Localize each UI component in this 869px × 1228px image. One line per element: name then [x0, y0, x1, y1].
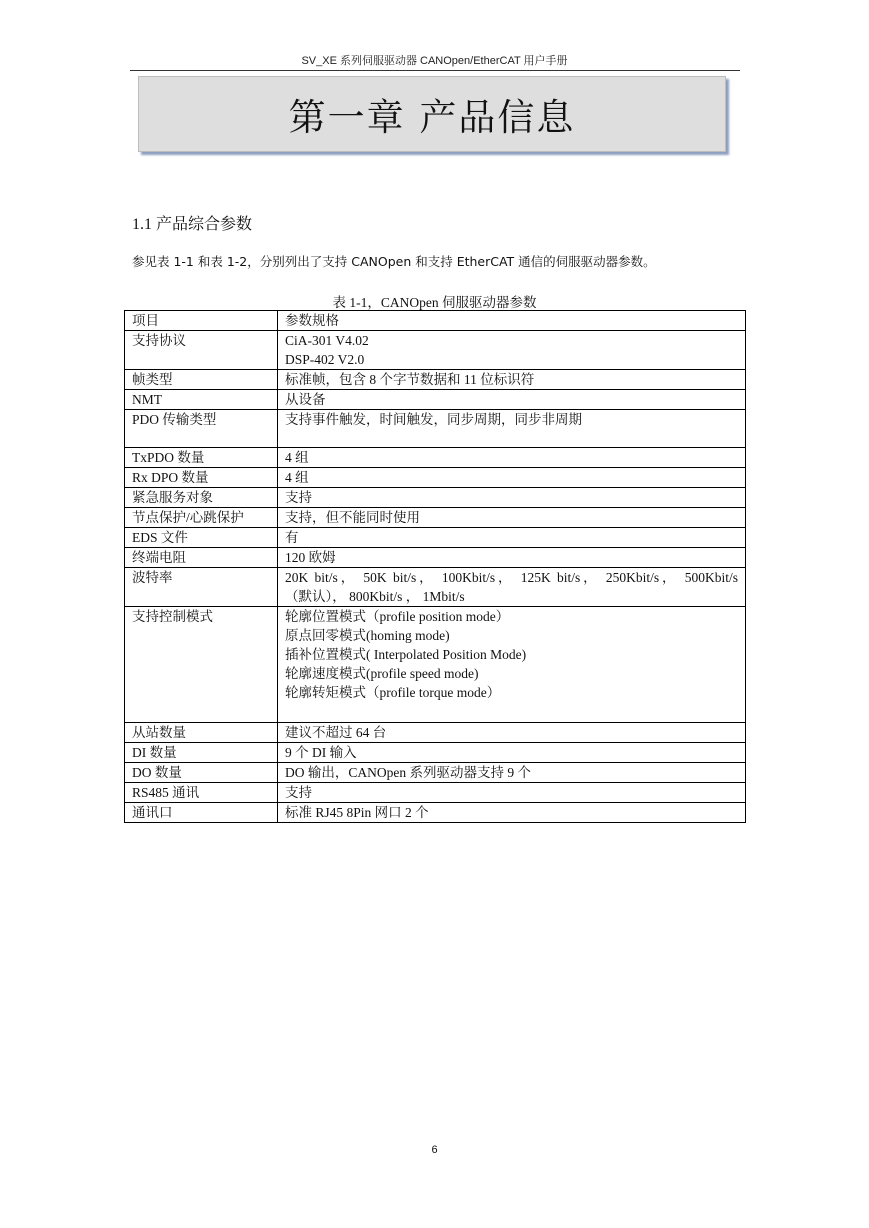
page-number: 6 — [431, 1144, 438, 1156]
param-value-cell — [278, 488, 746, 508]
param-value-line: 标准帧，包含 8 个字节数据和 11 位标识符 — [285, 372, 535, 387]
param-value-line: 9 个 DI 输入 — [285, 745, 357, 760]
param-value-cell — [278, 743, 746, 763]
param-value-line: 支持，但不能同时使用 — [285, 510, 420, 525]
chapter-title-box — [138, 76, 726, 152]
param-value-line: 有 — [285, 530, 299, 545]
table-row — [125, 508, 746, 528]
param-label-cell: 项目 — [125, 311, 278, 331]
param-value-cell — [278, 468, 746, 488]
param-value-line: CiA-301 V4.02 — [285, 333, 369, 348]
param-value-line: 120 欧姆 — [285, 550, 336, 565]
table-caption: 表 1-1，CANOpen 伺服驱动器参数 — [332, 295, 537, 310]
param-value-cell — [278, 410, 746, 448]
param-label-cell: DO 数量 — [125, 763, 278, 783]
param-value-cell — [278, 723, 746, 743]
param-label-cell: TxPDO 数量 — [125, 448, 278, 468]
param-label-cell: 紧急服务对象 — [125, 488, 278, 508]
param-value-line: 建议不超过 64 台 — [285, 725, 387, 740]
param-value-cell — [278, 783, 746, 803]
table-row — [125, 311, 746, 331]
param-label-cell: DI 数量 — [125, 743, 278, 763]
param-value-cell — [278, 548, 746, 568]
param-value-line: 支持 — [285, 785, 312, 800]
param-value-line: 标准 RJ45 8Pin 网口 2 个 — [285, 805, 429, 820]
table-row — [125, 390, 746, 410]
param-label-cell: 支持协议 — [125, 331, 278, 370]
param-value-cell — [278, 528, 746, 548]
table-row — [125, 743, 746, 763]
chapter-title: 第一章 产品信息 — [288, 96, 576, 139]
param-value-cell — [278, 311, 746, 331]
param-value-line: 插补位置模式( Interpolated Position Mode) — [285, 647, 527, 662]
param-label-cell: 帧类型 — [125, 370, 278, 390]
param-label-cell: 从站数量 — [125, 723, 278, 743]
param-value-line: 4 组 — [285, 470, 309, 485]
param-label-cell: Rx DPO 数量 — [125, 468, 278, 488]
param-label-cell: RS485 通讯 — [125, 783, 278, 803]
table-row — [125, 528, 746, 548]
param-value-line: （默认）， 800Kbit/s ， 1Mbit/s — [285, 589, 465, 604]
table-row — [125, 370, 746, 390]
param-value-cell — [278, 370, 746, 390]
table-row — [125, 410, 746, 448]
param-value-cell — [278, 448, 746, 468]
param-value-line: 20K bit/s， 50K bit/s， 100Kbit/s， 125K bit/s， 250Kbit/s， 500Kbit/s — [285, 570, 738, 585]
param-label-cell: PDO 传输类型 — [125, 410, 278, 448]
param-value-line: 支持 — [285, 490, 312, 505]
param-label-cell: 通讯口 — [125, 803, 278, 823]
param-value-cell — [278, 568, 746, 607]
param-value-line: 支持事件触发，时间触发，同步周期，同步非周期 — [285, 412, 582, 427]
table-row — [125, 331, 746, 370]
param-value-line: 原点回零模式(homing mode) — [285, 628, 450, 643]
param-value-line: 从设备 — [285, 392, 326, 407]
param-label-cell: NMT — [125, 390, 278, 410]
running-header: SV_XE 系列伺服驱动器 CANOpen/EtherCAT 用户手册 — [301, 55, 568, 67]
table-row — [125, 568, 746, 607]
param-value-line: DSP-402 V2.0 — [285, 352, 365, 367]
table-row — [125, 548, 746, 568]
param-value-line: DO 输出，CANOpen 系列驱动器支持 9 个 — [285, 765, 531, 780]
param-value-cell — [278, 508, 746, 528]
table-row — [125, 763, 746, 783]
table-row — [125, 723, 746, 743]
table-row — [125, 803, 746, 823]
header-rule — [130, 70, 740, 71]
param-label-cell: 支持控制模式 — [125, 607, 278, 723]
table-row — [125, 468, 746, 488]
table-row — [125, 783, 746, 803]
table-row — [125, 448, 746, 468]
param-value-line: 轮廓位置模式（profile position mode） — [285, 609, 510, 624]
section-title: 1.1 产品综合参数 — [132, 216, 253, 233]
table-row — [125, 607, 746, 723]
param-value-line: 轮廓转矩模式（profile torque mode） — [285, 685, 501, 700]
param-label-cell: 终端电阻 — [125, 548, 278, 568]
param-value-cell — [278, 607, 746, 723]
param-label-cell: 波特率 — [125, 568, 278, 607]
param-value-cell — [278, 803, 746, 823]
param-label-cell: 节点保护/心跳保护 — [125, 508, 278, 528]
param-value-line: 轮廓速度模式(profile speed mode) — [285, 666, 479, 681]
param-value-line: 4 组 — [285, 450, 309, 465]
param-value-line: 参数规格 — [285, 313, 339, 328]
param-value-cell — [278, 331, 746, 370]
param-label-cell: EDS 文件 — [125, 528, 278, 548]
param-value-cell — [278, 763, 746, 783]
table-row — [125, 488, 746, 508]
intro-paragraph: 参见表 1-1 和表 1-2，分别列出了支持 CANOpen 和支持 EtherCAT 通信的伺服驱动器参数。 — [132, 254, 656, 269]
param-value-cell — [278, 390, 746, 410]
parameter-table — [124, 310, 746, 823]
